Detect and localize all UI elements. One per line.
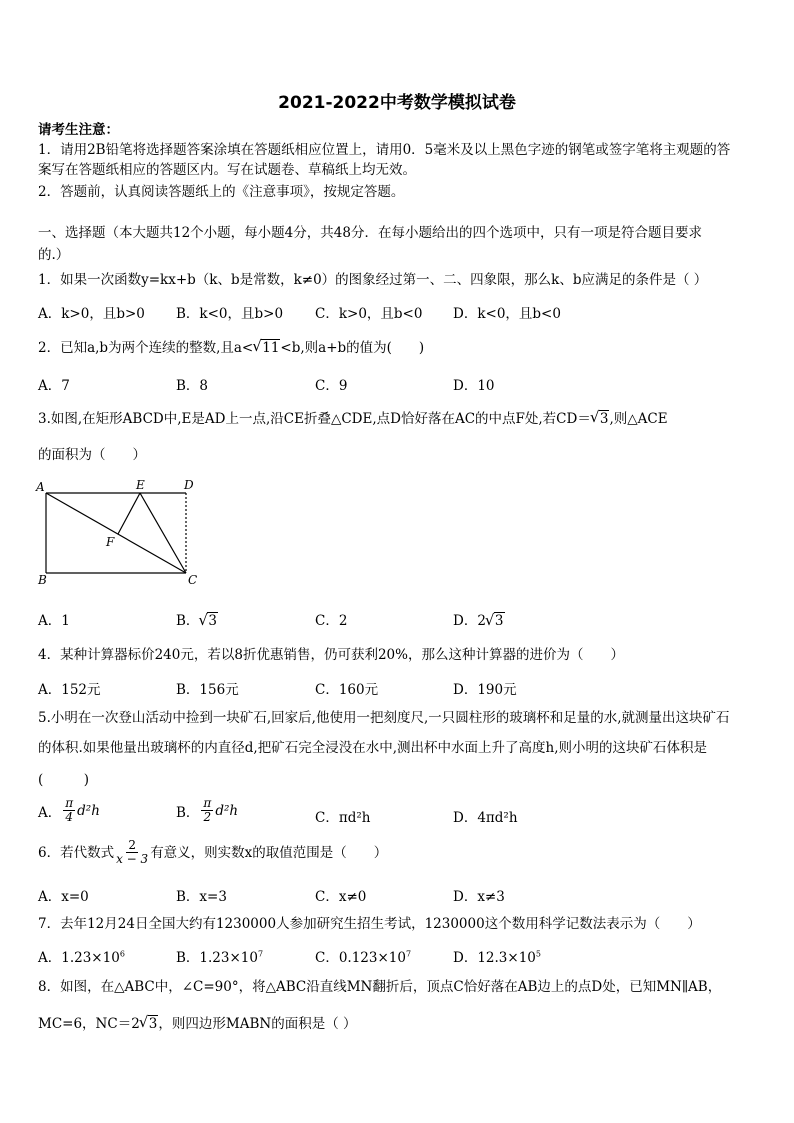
q4-option-d[interactable]: D．190元 (453, 682, 517, 698)
q2-stem-start: 2．已知a,b为两个连续的整数,且a< (38, 340, 254, 356)
numerator: π (203, 796, 212, 810)
question-7-stem: 7．去年12月24日全国大约有1230000人参加研究生招生考试，1230000这个数用科学记数法表示为（ ） (38, 916, 701, 932)
q5-option-b-prefix: B． (176, 804, 200, 821)
section-heading: 一、选择题（本大题共12个小题，每小题4分，共48分．在每小题给出的四个选项中，只有一项是符合题目要求 (38, 225, 702, 241)
q2-option-a[interactable]: A．7 (38, 378, 70, 394)
q5-option-a-prefix: A． (38, 804, 62, 821)
q4-option-c[interactable]: C．160元 (315, 682, 379, 698)
option-exponent: 6 (119, 949, 125, 959)
fold-ce (140, 493, 186, 573)
q3-stem-end: ,则△ACE (609, 411, 668, 427)
q3-option-d-radicand: 3 (494, 613, 504, 629)
notice-line: 案写在答题纸相应的答题区内。写在试题卷、草稿纸上均无效。 (38, 162, 416, 178)
option-exponent: 7 (405, 949, 412, 959)
segment-ef (118, 493, 140, 534)
sqrt-symbol (199, 613, 218, 629)
q2-option-d[interactable]: D．10 (453, 378, 495, 394)
denominator: 2 (203, 810, 212, 824)
q5-option-b-tail: d²h (215, 802, 239, 819)
fraction (63, 797, 75, 824)
label-b: B (38, 573, 47, 587)
fraction (201, 797, 213, 824)
q3-option-b[interactable] (176, 609, 218, 629)
q3-option-a[interactable]: A．1 (38, 613, 70, 629)
denominator: x − 3 (116, 852, 149, 866)
label-a: A (36, 480, 45, 494)
q5-option-a[interactable] (38, 797, 100, 824)
sqrt-symbol (140, 1015, 159, 1033)
q7-option-c[interactable] (315, 946, 411, 966)
q1-option-b[interactable]: B．k<0，且b>0 (176, 306, 284, 322)
question-3-stem-cont: 的面积为（ ） (38, 447, 146, 463)
q6-option-d[interactable]: D．x≠3 (453, 889, 505, 905)
section-heading: 的.） (38, 247, 70, 263)
label-e: E (136, 478, 145, 492)
q5-option-a-tail: d²h (77, 802, 100, 819)
question-8-stem: 8．如图，在△ABC中，∠C=90°，将△ABC沿直线MN翻折后，顶点C恰好落在AB边上的点D处，已知MN∥AB， (38, 979, 722, 995)
q3-option-b-radicand: 3 (208, 613, 218, 629)
q6-option-b[interactable]: B．x=3 (176, 889, 227, 905)
diagonal-ac (46, 493, 186, 573)
q2-option-b[interactable]: B．8 (176, 378, 209, 394)
q3-option-c[interactable]: C．2 (315, 613, 348, 629)
question-5-stem: 5.小明在一次登山活动中捡到一块矿石,回家后,他使用一把刻度尺,一只圆柱形的玻璃杯和足量的水,就测量出这块矿石 (38, 710, 730, 726)
question-2-stem (38, 339, 424, 357)
question-4-stem: 4．某种计算器标价240元，若以8折优惠销售，仍可获利20%，那么这种计算器的进价为（ ） (38, 647, 624, 663)
denominator: 4 (65, 810, 74, 824)
question-8-stem (38, 1015, 357, 1033)
option-base: D．12.3×10 (453, 950, 536, 966)
question-6-stem (38, 839, 387, 866)
notice-line: 1．请用2B铅笔将选择题答案涂填在答题纸相应位置上，请用0．5毫米及以上黑色字迹的钢笔或签字笔将主观题的答 (38, 142, 731, 158)
q6-stem-end: 有意义，则实数x的取值范围是（ ） (150, 844, 388, 861)
q3-rectangle-figure (30, 476, 210, 588)
q3-stem-start: 3.如图,在矩形ABCD中,E是AD上一点,沿CE折叠△CDE,点D恰好落在AC的中点F处,若CD＝ (38, 411, 591, 427)
option-exponent: 5 (535, 949, 541, 959)
sqrt-symbol (253, 339, 280, 357)
option-base: C．0.123×10 (315, 950, 406, 966)
fraction (116, 839, 148, 866)
q2-stem-end: <b,则a+b的值为( ) (280, 340, 425, 356)
question-1-stem: 1．如果一次函数y=kx+b（k、b是常数，k≠0）的图象经过第一、二、四象限，那么k、b应满足的条件是（ ） (38, 272, 708, 288)
q7-option-b[interactable] (176, 946, 263, 966)
q7-option-a[interactable] (38, 946, 125, 966)
q3-option-d-prefix: D．2 (453, 613, 486, 629)
q3-option-d[interactable] (453, 609, 505, 629)
numerator: π (65, 796, 74, 810)
q1-option-c[interactable]: C．k>0，且b<0 (315, 306, 423, 322)
label-d: D (184, 478, 194, 492)
q8-radicand: 3 (148, 1016, 158, 1032)
question-5-stem: 的体积.如果他量出玻璃杯的内直径d,把矿石完全浸没在水中,测出杯中水面上升了高度h,则小明的这块矿石体积是 (38, 740, 707, 756)
numerator: 2 (128, 838, 136, 852)
label-f: F (106, 535, 115, 549)
question-3-stem (38, 410, 668, 428)
q4-option-a[interactable]: A．152元 (38, 682, 101, 698)
q5-option-c[interactable]: C．πd²h (315, 810, 371, 826)
q8-stem-end: ，则四边形MABN的面积是（ ） (158, 1016, 357, 1032)
q5-option-b[interactable] (176, 797, 238, 824)
sqrt-symbol (486, 613, 505, 629)
q2-radicand: 11 (262, 340, 280, 356)
option-exponent: 7 (257, 949, 264, 959)
q3-radicand: 3 (599, 411, 609, 427)
question-5-stem: ( ) (38, 772, 90, 788)
q1-option-d[interactable]: D．k<0，且b<0 (453, 306, 561, 322)
option-base: B．1.23×10 (176, 950, 258, 966)
q6-stem-start: 6．若代数式 (38, 844, 115, 861)
option-base: A．1.23×10 (38, 950, 120, 966)
page-title: 2021-2022中考数学模拟试卷 (278, 93, 516, 113)
q1-option-a[interactable]: A．k>0，且b>0 (38, 306, 145, 322)
q4-option-b[interactable]: B．156元 (176, 682, 239, 698)
q6-option-a[interactable]: A．x=0 (38, 889, 89, 905)
label-c: C (188, 573, 198, 587)
sqrt-symbol (591, 410, 610, 428)
q2-option-c[interactable]: C．9 (315, 378, 348, 394)
notice-line: 2．答题前，认真阅读答题纸上的《注意事项》，按规定答题。 (38, 184, 405, 200)
q6-option-c[interactable]: C．x≠0 (315, 889, 367, 905)
q8-stem-start: MC=6，NC＝2 (38, 1016, 140, 1032)
q3-option-b-prefix: B． (176, 613, 200, 629)
notice-heading: 请考生注意： (38, 122, 119, 138)
q7-option-d[interactable] (453, 946, 541, 966)
q5-option-d[interactable]: D．4πd²h (453, 810, 518, 826)
